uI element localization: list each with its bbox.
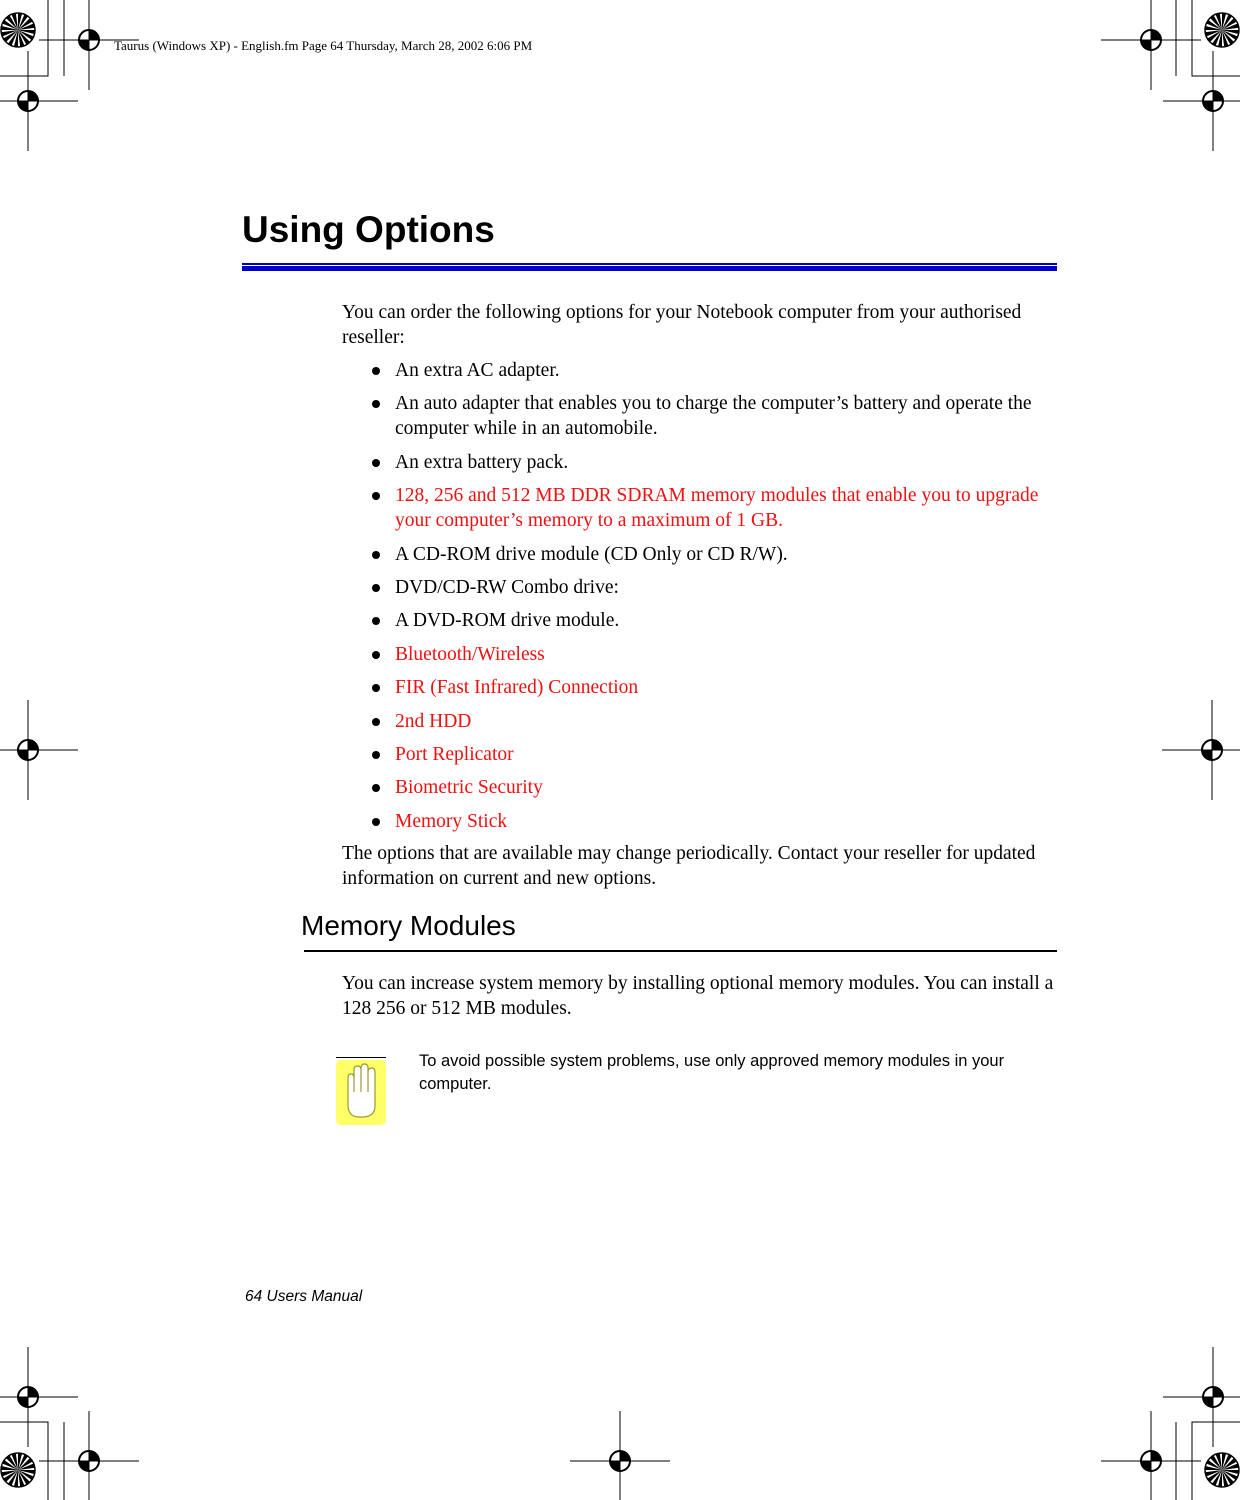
registration-mark: [0, 700, 78, 800]
sunburst-mark-top-left: [1, 13, 35, 47]
intro-paragraph: You can order the following options for your Notebook computer from your authorised reseller:: [342, 302, 1022, 348]
section-title-memory-modules: Memory Modules: [301, 910, 516, 941]
list-item: An auto adapter that enables you to charge the computer’s battery and operate the computer while in an automobile.: [342, 391, 1057, 441]
list-item: A CD-ROM drive module (CD Only or CD R/W).: [342, 542, 1057, 567]
registration-mark: [39, 1411, 139, 1500]
bullet-icon: [372, 784, 380, 792]
list-item: Memory Stick: [342, 809, 1057, 834]
frame-header-info: Taurus (Windows XP) - English.fm Page 64 Thursday, March 28, 2002 6:06 PM: [114, 38, 533, 53]
title-rule: [242, 263, 1057, 271]
bullet-icon: [372, 459, 380, 467]
list-item: Port Replicator: [342, 742, 1057, 767]
registration-mark: [570, 1411, 670, 1500]
registration-mark: [1162, 700, 1240, 800]
list-item: A DVD-ROM drive module.: [342, 608, 1057, 633]
registration-mark: [1163, 51, 1240, 151]
bullet-icon: [372, 400, 380, 408]
registration-mark: [0, 51, 78, 151]
list-item: Bluetooth/Wireless: [342, 642, 1057, 667]
availability-paragraph: The options that are available may change periodically. Contact your reseller for updated information on current and new options.: [342, 843, 1036, 889]
bullet-icon: [372, 492, 380, 500]
registration-mark: [0, 1347, 78, 1447]
sunburst-mark-bottom-left: [1, 1453, 35, 1487]
section-rule: [304, 950, 1057, 952]
bullet-icon: [372, 584, 380, 592]
list-item: FIR (Fast Infrared) Connection: [342, 675, 1057, 700]
bullet-icon: [372, 751, 380, 759]
sunburst-mark-top-right: [1205, 13, 1239, 47]
bullet-icon: [372, 651, 380, 659]
sunburst-mark-bottom-right: [1205, 1453, 1239, 1487]
bullet-icon: [372, 684, 380, 692]
list-item: An extra AC adapter.: [342, 358, 1057, 383]
list-item: An extra battery pack.: [342, 450, 1057, 475]
options-list: [342, 358, 1057, 842]
list-item: DVD/CD-RW Combo drive:: [342, 575, 1057, 600]
caution-note: To avoid possible system problems, use only approved memory modules in your computer.: [419, 1052, 1005, 1093]
bullet-icon: [372, 551, 380, 559]
memory-paragraph: You can increase system memory by installing optional memory modules. You can install a 128 256 or 512 MB modules.: [342, 973, 1054, 1019]
list-item: Biometric Security: [342, 775, 1057, 800]
bullet-icon: [372, 367, 380, 375]
stop-hand-icon: [336, 1060, 386, 1125]
registration-mark: [1163, 1347, 1240, 1447]
list-item: 2nd HDD: [342, 709, 1057, 734]
page-title: Using Options: [242, 209, 495, 250]
registration-mark: [1101, 0, 1201, 90]
bullet-icon: [372, 818, 380, 826]
registration-mark: [1101, 1411, 1201, 1500]
page-footer: 64 Users Manual: [245, 1288, 363, 1305]
bullet-icon: [372, 617, 380, 625]
bullet-icon: [372, 718, 380, 726]
list-item: 128, 256 and 512 MB DDR SDRAM memory modules that enable you to upgrade your computer’s memory to a maximum of 1 GB.: [342, 483, 1057, 533]
caution-rule: [336, 1057, 386, 1058]
